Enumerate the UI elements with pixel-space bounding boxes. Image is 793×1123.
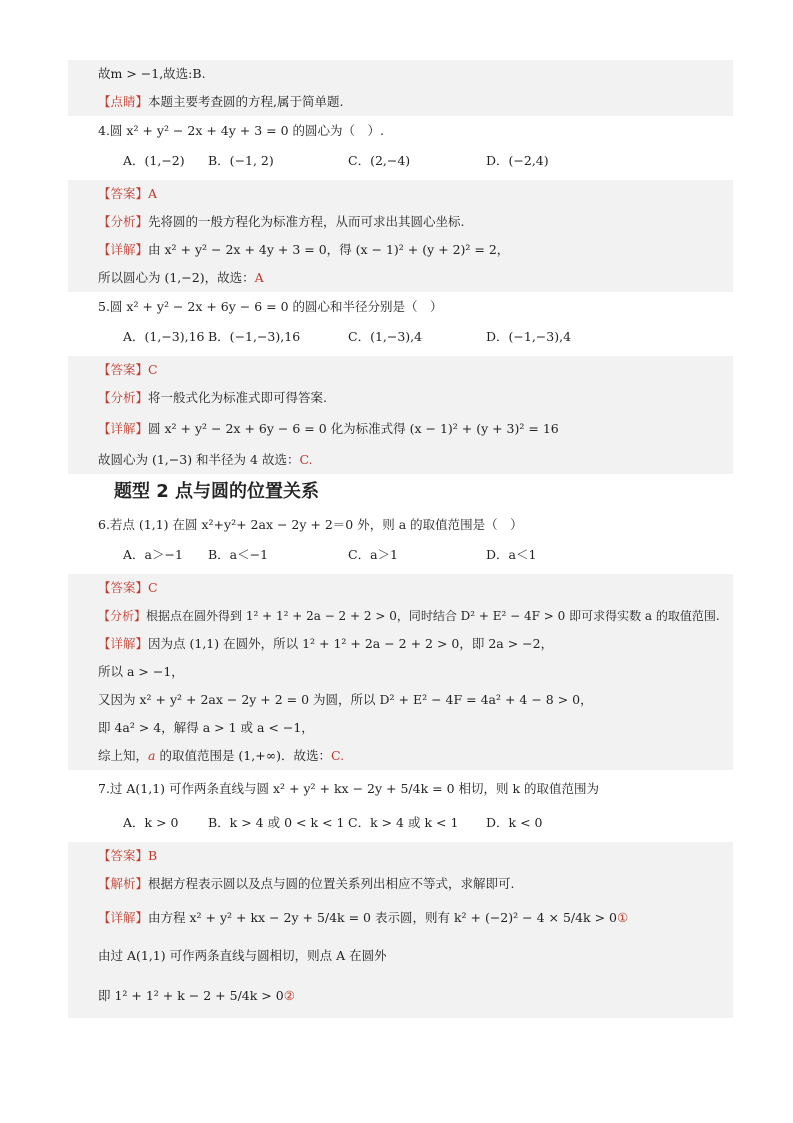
option-c: C．k > 4 或 k < 1 (348, 815, 459, 830)
analysis-tag: 【分析】 (98, 609, 147, 623)
answer-tag: 【答案】 (98, 362, 149, 377)
analysis-line (68, 870, 733, 898)
analysis-text: 先将圆的一般方程化为标准方程，从而可求出其圆心坐标. (148, 214, 465, 229)
question-7-options (68, 808, 733, 838)
detail-tag: 【详解】 (98, 242, 149, 257)
detail-line-2 (68, 264, 733, 292)
analysis-text: 根据点在圆外得到 1² + 1² + 2a − 2 + 2 > 0，同时结合 D² + E² − 4F > 0 即可求得实数 a 的取值范围. (146, 609, 720, 623)
solution-block-q4 (68, 180, 733, 292)
detail-line-3 (68, 974, 733, 1018)
answer-line (68, 574, 733, 602)
option-d: D．a＜1 (486, 547, 537, 562)
analysis-text: 根据方程表示圆以及点与圆的位置关系列出相应不等式，求解即可. (148, 876, 515, 891)
option-b: B．k > 4 或 0 < k < 1 (208, 815, 345, 830)
option-d: D．k < 0 (486, 815, 543, 830)
answer-value: C (148, 580, 158, 595)
solution-block-q5 (68, 356, 733, 474)
analysis-tag: 【分析】 (98, 214, 149, 229)
answer-line (68, 180, 733, 208)
option-d: D．(−2,4) (486, 153, 549, 168)
detail-tag: 【详解】 (98, 421, 149, 436)
option-c: C．a＞1 (348, 547, 398, 562)
detail-line-2: 所以 a > −1， (98, 664, 184, 679)
question-6-options (68, 540, 733, 570)
answer-line (68, 356, 733, 384)
answer-tag: 【答案】 (98, 580, 149, 595)
answer-tag: 【答案】 (98, 848, 149, 863)
variable-a: a (148, 748, 156, 763)
circled-mark-1: ① (617, 910, 629, 925)
option-a: A．k > 0 (123, 815, 179, 830)
detail-text: 即 1² + 1² + k − 2 + 5/4k > 0 (98, 988, 284, 1003)
question-7: 7.过 A(1,1) 可作两条直线与圆 x² + y² + kx − 2y + 5/4k = 0 相切，则 k 的取值范围为 (98, 781, 600, 796)
detail-text: 由方程 x² + y² + kx − 2y + 5/4k = 0 表示圆，则有 k² + (−2)² − 4 × 5/4k > 0 (148, 910, 618, 925)
detail-text: 综上知， (98, 748, 149, 763)
analysis-line (68, 384, 733, 412)
solution-block-q6 (68, 574, 733, 770)
dianjing-text: 本题主要考查圆的方程,属于简单题. (148, 94, 344, 109)
detail-text: 因为点 (1,1) 在圆外，所以 1² + 1² + 2a − 2 + 2 > 0，即 2a > −2， (148, 636, 554, 651)
detail-line (68, 630, 733, 658)
detail-line (68, 898, 733, 938)
analysis-text: 将一般式化为标准式即可得答案. (148, 390, 327, 405)
option-b: B．(−1, 2) (208, 153, 274, 168)
option-d: D．(−1,−3),4 (486, 329, 572, 344)
option-c: C．(2,−4) (348, 153, 411, 168)
analysis-tag: 【分析】 (98, 390, 149, 405)
option-c: C．(1,−3),4 (348, 329, 423, 344)
detail-line-4: 即 4a² > 4，解得 a > 1 或 a < −1， (98, 720, 314, 735)
detail-text: 的取值范围是 (1,+∞)．故选： (155, 748, 331, 763)
detail-line-3: 又因为 x² + y² + 2ax − 2y + 2 = 0 为圆，所以 D² + E² − 4F = 4a² + 4 − 8 > 0， (98, 692, 593, 707)
detail-tag: 【详解】 (98, 636, 149, 651)
answer-value: B (148, 848, 158, 863)
answer-line (68, 842, 733, 870)
option-a: A．(1,−2) (123, 153, 185, 168)
detail-text: 故圆心为 (1,−3) 和半径为 4 故选： (98, 452, 300, 467)
detail-text: 由 x² + y² − 2x + 4y + 3 = 0，得 (x − 1)² + (y + 2)² = 2， (148, 242, 510, 257)
answer-value: C (148, 362, 158, 377)
dianjing-tag: 【点睛】 (98, 94, 149, 109)
option-b: B．a＜−1 (208, 547, 269, 562)
option-b: B．(−1,−3),16 (208, 329, 301, 344)
question-6: 6.若点 (1,1) 在圆 x²+y²+ 2ax − 2y + 2＝0 外，则 a 的取值范围是（ ） (98, 517, 523, 532)
detail-line-2 (68, 446, 733, 474)
answer-value: A (254, 270, 264, 285)
option-a: A．a＞−1 (123, 547, 183, 562)
analysis-tag: 【解析】 (98, 876, 149, 891)
answer-value: C. (299, 452, 313, 467)
detail-line-5 (68, 742, 733, 770)
solution-block-q7 (68, 842, 733, 1018)
detail-line (68, 412, 733, 446)
solution-block-q3-end (68, 60, 733, 116)
question-5: 5.圆 x² + y² − 2x + 6y − 6 = 0 的圆心和半径分别是（ ） (98, 299, 443, 314)
detail-text: 所以圆心为 (1,−2)，故选： (98, 270, 255, 285)
option-a: A．(1,−3),16 (123, 329, 205, 344)
circled-mark-2: ② (283, 988, 295, 1003)
text-line: 故m > −1,故选:B. (98, 66, 206, 81)
detail-line-2: 由过 A(1,1) 可作两条直线与圆相切，则点 A 在圆外 (98, 948, 387, 963)
answer-value: A (148, 186, 158, 201)
analysis-line (68, 602, 733, 630)
detail-line (68, 236, 733, 264)
question-4-options (68, 146, 733, 176)
question-5-options (68, 322, 733, 352)
answer-tag: 【答案】 (98, 186, 149, 201)
document-page (68, 60, 733, 1018)
answer-value: C. (330, 748, 345, 763)
detail-text: 圆 x² + y² − 2x + 6y − 6 = 0 化为标准式得 (x − 1)² + (y + 3)² = 16 (148, 421, 559, 436)
question-4: 4.圆 x² + y² − 2x + 4y + 3 = 0 的圆心为（ ）. (98, 123, 385, 138)
detail-tag: 【详解】 (98, 910, 149, 925)
analysis-line (68, 208, 733, 236)
dianjing-line (68, 88, 733, 116)
section-heading: 题型 2 点与圆的位置关系 (114, 481, 320, 502)
